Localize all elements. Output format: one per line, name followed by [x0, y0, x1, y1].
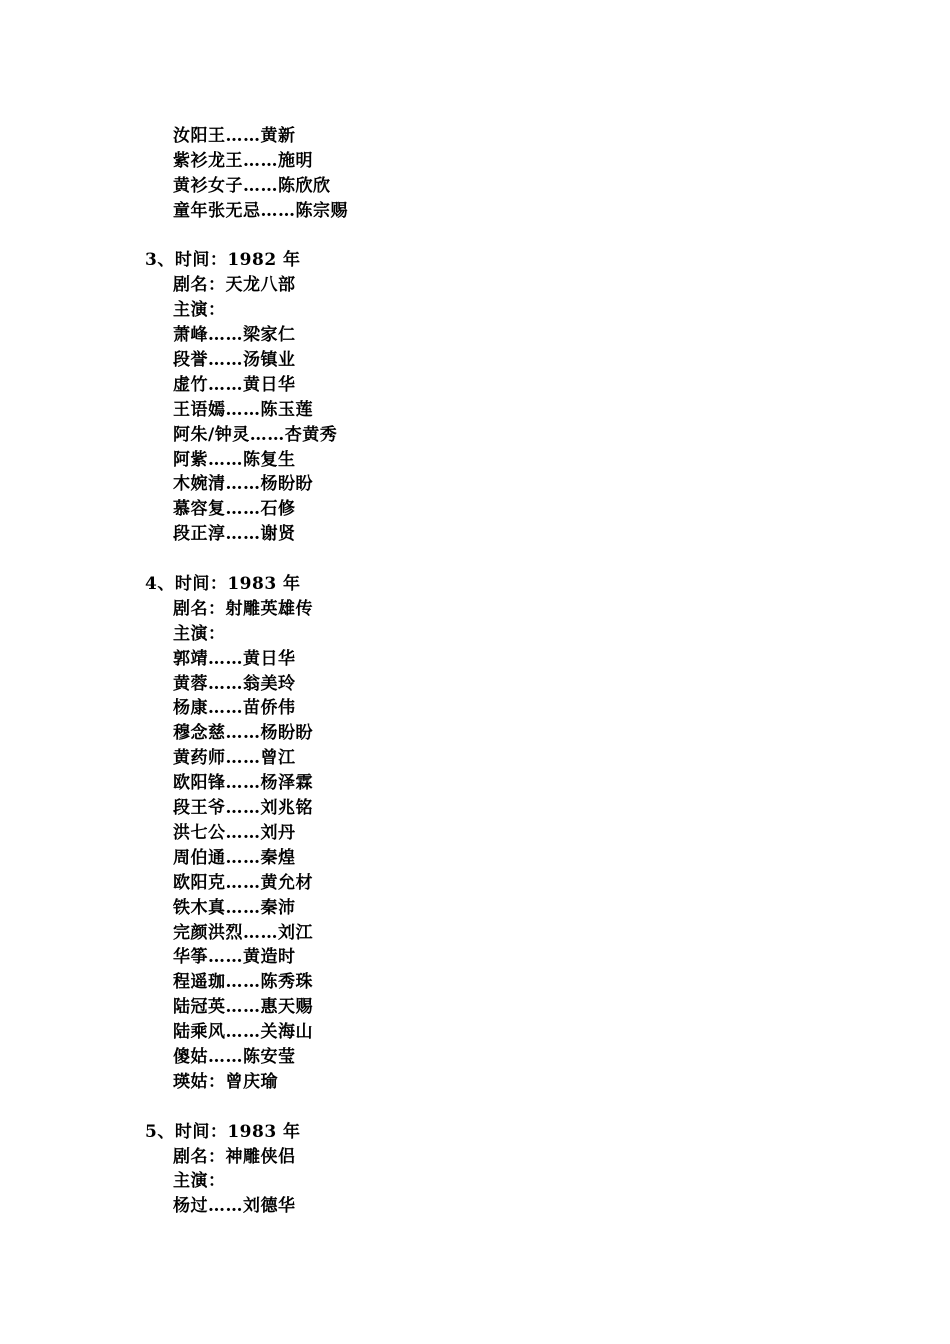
cast-entry: 阿紫……陈复生 — [173, 449, 296, 470]
cast-entry: 萧峰……梁家仁 — [173, 325, 296, 346]
cast-list-continued — [145, 124, 845, 224]
cast-entry: 程遥珈……陈秀珠 — [173, 972, 313, 993]
cast-entry: 陆冠英……惠天赐 — [173, 997, 313, 1018]
cast-entry: 陆乘风……关海山 — [173, 1022, 313, 1043]
spacer — [145, 224, 845, 249]
cast-entry: 黄衫女子……陈欣欣 — [173, 175, 331, 196]
cast-entry: 虚竹……黄日华 — [173, 374, 296, 395]
cast-entry: 段正淳……谢贤 — [173, 524, 296, 545]
cast-entry: 慕容复……石修 — [173, 499, 296, 520]
section-3 — [145, 248, 845, 547]
section-5 — [145, 1120, 845, 1220]
cast-entry: 华筝……黄造时 — [173, 947, 296, 968]
cast-entry: 完颜洪烈……刘江 — [173, 922, 313, 943]
spacer — [145, 1095, 845, 1120]
cast-entry: 杨康……苗侨伟 — [173, 698, 296, 719]
cast-entry: 穆念慈……杨盼盼 — [173, 723, 313, 744]
cast-entry: 周伯通……秦煌 — [173, 847, 296, 868]
cast-entry: 洪七公……刘丹 — [173, 822, 296, 843]
section-4 — [145, 572, 845, 1095]
cast-entry: 郭靖……黄日华 — [173, 648, 296, 669]
section-header: 4、时间：1983 年 — [145, 574, 301, 595]
cast-entry: 童年张无忌……陈宗赐 — [173, 200, 348, 221]
cast-label: 主演： — [173, 300, 226, 321]
section-header: 5、时间：1983 年 — [145, 1121, 301, 1142]
cast-entry: 紫衫龙王……施明 — [173, 150, 313, 171]
cast-entry: 汝阳王……黄新 — [173, 126, 296, 146]
spacer — [145, 547, 845, 572]
document-content — [145, 124, 845, 1219]
cast-entry: 黄蓉……翁美玲 — [173, 673, 296, 694]
cast-entry: 瑛姑：曾庆瑜 — [173, 1071, 278, 1092]
cast-entry: 王语嫣……陈玉莲 — [173, 399, 313, 420]
cast-label: 主演： — [173, 1171, 226, 1192]
cast-label: 主演： — [173, 623, 226, 644]
cast-entry: 杨过……刘德华 — [173, 1196, 296, 1217]
cast-entry: 欧阳锋……杨泽霖 — [173, 773, 313, 794]
cast-entry: 铁木真……秦沛 — [173, 897, 296, 918]
drama-title: 剧名：射雕英雄传 — [173, 598, 313, 619]
cast-entry: 傻姑……陈安莹 — [173, 1046, 296, 1067]
cast-entry: 段誉……汤镇业 — [173, 350, 296, 371]
drama-title: 剧名：神雕侠侣 — [173, 1146, 296, 1167]
cast-entry: 段王爷……刘兆铭 — [173, 798, 313, 819]
section-header: 3、时间：1982 年 — [145, 250, 301, 271]
cast-entry: 木婉清……杨盼盼 — [173, 474, 313, 495]
cast-entry: 阿朱/钟灵……杏黄秀 — [173, 424, 338, 445]
drama-title: 剧名：天龙八部 — [173, 275, 296, 296]
cast-entry: 欧阳克……黄允材 — [173, 872, 313, 893]
cast-entry: 黄药师……曾江 — [173, 748, 296, 769]
